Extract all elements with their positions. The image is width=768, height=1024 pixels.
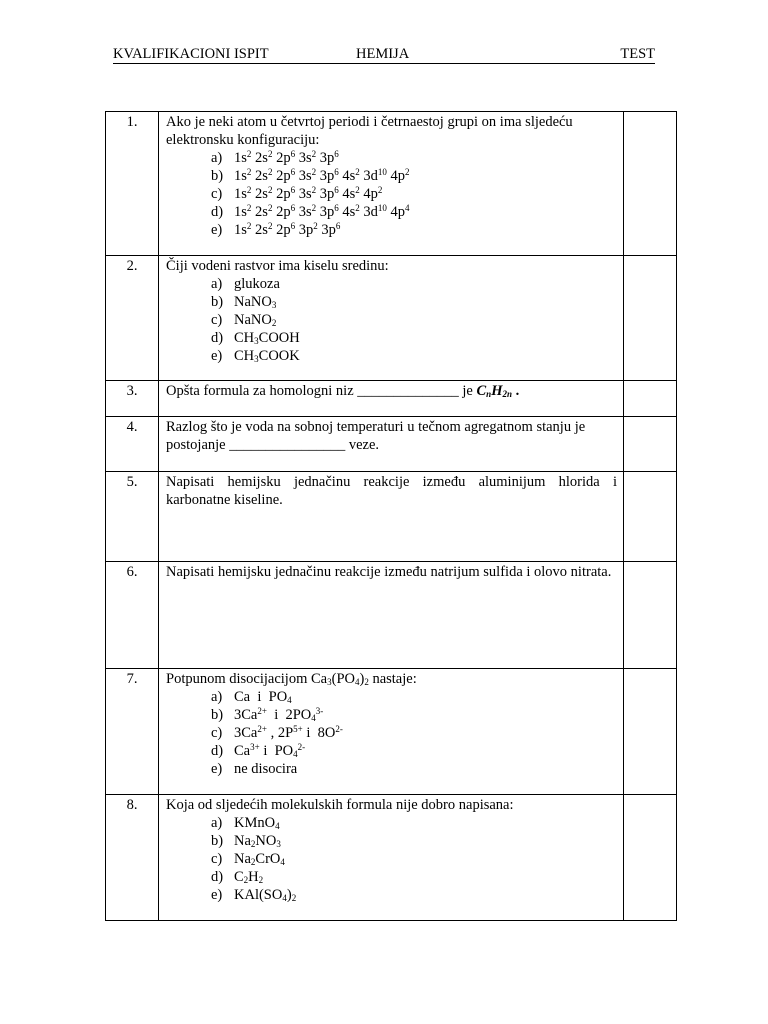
option-text: $1s^2$ $2s^2$ $2p^6$ $3p^2$ $3p^6$ bbox=[234, 221, 341, 238]
question-cell bbox=[159, 256, 624, 381]
option-item: a) Ca i $PO_4$ bbox=[211, 689, 292, 705]
header-subject: HEMIJA bbox=[356, 46, 410, 62]
score-cell[interactable] bbox=[624, 795, 677, 921]
option-text: $1s^2$ $2s^2$ $2p^6$ $3s^2$ $3p^6$ $4s^2$ $4p^2$ bbox=[234, 185, 383, 202]
question-number: 4. bbox=[106, 417, 159, 472]
table-row bbox=[106, 562, 677, 669]
option-item: d) $CH_3COOH$ bbox=[211, 330, 300, 346]
score-cell[interactable] bbox=[624, 256, 677, 381]
option-text: $3Ca^{2+}$ , $2P^{5+}$ i $8O^{2-}$ bbox=[234, 724, 343, 741]
option-item: b) NaNO$_3$ bbox=[211, 294, 277, 310]
question-cell bbox=[159, 112, 624, 256]
question-number: 8. bbox=[106, 795, 159, 921]
options-list bbox=[166, 275, 617, 365]
score-cell[interactable] bbox=[624, 472, 677, 562]
question-cell bbox=[159, 562, 624, 669]
option-text: Ca i $PO_4$ bbox=[234, 689, 292, 705]
option-item: e) $KAl(SO_4)_2$ bbox=[211, 887, 297, 903]
option-item: a) glukoza bbox=[211, 276, 280, 292]
option-text: NaNO$_3$ bbox=[234, 294, 277, 310]
option-text: $CH_3COOK$ bbox=[234, 348, 300, 364]
question-text: Opšta formula za homologni niz bbox=[166, 383, 354, 399]
question-cell bbox=[159, 472, 624, 562]
option-text: $Ca^{3+}$ i $PO_4^{2-}$ bbox=[234, 742, 306, 759]
question-cell bbox=[159, 669, 624, 795]
option-item: c) $Na_2CrO_4$ bbox=[211, 851, 285, 867]
option-item: c) $1s^2$ $2s^2$ $2p^6$ $3s^2$ $3p^6$ $4s^2$ $4p^2$ bbox=[211, 185, 383, 202]
score-cell[interactable] bbox=[624, 417, 677, 472]
option-item: d) $Ca^{3+}$ i $PO_4^{2-}$ bbox=[211, 742, 306, 759]
option-item: e) ne disocira bbox=[211, 761, 298, 777]
answer-blank[interactable]: ________________ bbox=[229, 437, 346, 453]
question-text: Napisati hemijsku jednačinu reakcije između aluminijum hlorida i karbonatne kiseline. bbox=[166, 474, 617, 508]
questions-table bbox=[105, 111, 677, 921]
question-cell: Razlog što je voda na sobnoj temperaturi u tečnom agregatnom stanju je postojanje ________________ veze. bbox=[159, 417, 624, 472]
option-text: KMnO$_4$ bbox=[234, 815, 280, 831]
table-row bbox=[106, 472, 677, 562]
option-item: b) $3Ca^{2+}$ i $2PO_4^{3-}$ bbox=[211, 706, 324, 723]
table-row bbox=[106, 795, 677, 921]
option-item: b) $Na_2NO_3$ bbox=[211, 833, 281, 849]
page-header bbox=[113, 46, 655, 64]
option-item: c) NaNO$_2$ bbox=[211, 312, 277, 328]
table-row bbox=[106, 417, 677, 472]
question-number: 2. bbox=[106, 256, 159, 381]
question-number: 5. bbox=[106, 472, 159, 562]
option-item: d) $C_2H_2$ bbox=[211, 869, 264, 885]
question-text: Koja od sljedećih molekulskih formula nije dobro napisana: bbox=[166, 797, 514, 813]
option-text: $1s^2$ $2s^2$ $2p^6$ $3s^2$ $3p^6$ $4s^2$ $3d^{10}$ $4p^2$ bbox=[234, 167, 410, 184]
option-item: e) $1s^2$ $2s^2$ $2p^6$ $3p^2$ $3p^6$ bbox=[211, 221, 341, 238]
option-text: $3Ca^{2+}$ i $2PO_4^{3-}$ bbox=[234, 706, 324, 723]
header-exam-title: KVALIFIKACIONI ISPIT bbox=[113, 46, 269, 62]
table-row bbox=[106, 256, 677, 381]
formula: $C_nH_{2n}$ bbox=[476, 383, 512, 399]
score-cell[interactable] bbox=[624, 381, 677, 417]
score-cell[interactable] bbox=[624, 669, 677, 795]
option-text: ne disocira bbox=[234, 761, 298, 777]
option-text: $1s^2$ $2s^2$ $2p^6$ $3s^2$ $3p^6$ bbox=[234, 149, 339, 166]
answer-blank[interactable]: ______________ bbox=[357, 383, 459, 399]
question-number: 7. bbox=[106, 669, 159, 795]
question-text: Čiji vodeni rastvor ima kiselu sredinu: bbox=[166, 258, 389, 274]
score-cell[interactable] bbox=[624, 112, 677, 256]
question-text: Napisati hemijsku jednačinu reakcije između natrijum sulfida i olovo nitrata. bbox=[166, 564, 612, 580]
option-item: b) $1s^2$ $2s^2$ $2p^6$ $3s^2$ $3p^6$ $4s^2$ $3d^{10}$ $4p^2$ bbox=[211, 167, 410, 184]
question-text: Potpunom disocijacijom $Ca_3(PO_4)_2$ nastaje: bbox=[166, 671, 417, 687]
option-item: e) $CH_3COOK$ bbox=[211, 348, 300, 364]
question-cell: Opšta formula za homologni niz ______________ je $C_nH_{2n}$ . bbox=[159, 381, 624, 417]
option-text: $Na_2CrO_4$ bbox=[234, 851, 285, 867]
option-item: a) $1s^2$ $2s^2$ $2p^6$ $3s^2$ $3p^6$ bbox=[211, 149, 339, 166]
option-item: d) $1s^2$ $2s^2$ $2p^6$ $3s^2$ $3p^6$ $4s^2$ $3d^{10}$ $4p^4$ bbox=[211, 203, 410, 220]
score-cell[interactable] bbox=[624, 562, 677, 669]
question-number: 6. bbox=[106, 562, 159, 669]
question-number: 1. bbox=[106, 112, 159, 256]
options-list bbox=[166, 688, 617, 778]
table-row bbox=[106, 669, 677, 795]
option-text: $KAl(SO_4)_2$ bbox=[234, 887, 297, 903]
question-text: Ako je neki atom u četvrtoj periodi i četrnaestoj grupi on ima sljedeću elektronsku konfiguraciju: bbox=[166, 114, 573, 148]
options-list bbox=[166, 814, 617, 904]
question-number: 3. bbox=[106, 381, 159, 417]
question-cell bbox=[159, 795, 624, 921]
option-text: NaNO$_2$ bbox=[234, 312, 277, 328]
option-text: $1s^2$ $2s^2$ $2p^6$ $3s^2$ $3p^6$ $4s^2$ $3d^{10}$ $4p^4$ bbox=[234, 203, 410, 220]
option-text: $C_2H_2$ bbox=[234, 869, 264, 885]
option-text: $CH_3COOH$ bbox=[234, 330, 300, 346]
option-text: glukoza bbox=[234, 276, 280, 292]
table-row bbox=[106, 381, 677, 417]
question-text: Razlog što je voda na sobnoj temperaturi u tečnom agregatnom stanju je postojanje bbox=[166, 419, 586, 453]
option-item: c) $3Ca^{2+}$ , $2P^{5+}$ i $8O^{2-}$ bbox=[211, 724, 343, 741]
table-row bbox=[106, 112, 677, 256]
option-item: a) KMnO$_4$ bbox=[211, 815, 280, 831]
options-list bbox=[166, 149, 617, 239]
header-test-label: TEST bbox=[620, 46, 655, 62]
option-text: $Na_2NO_3$ bbox=[234, 833, 281, 849]
